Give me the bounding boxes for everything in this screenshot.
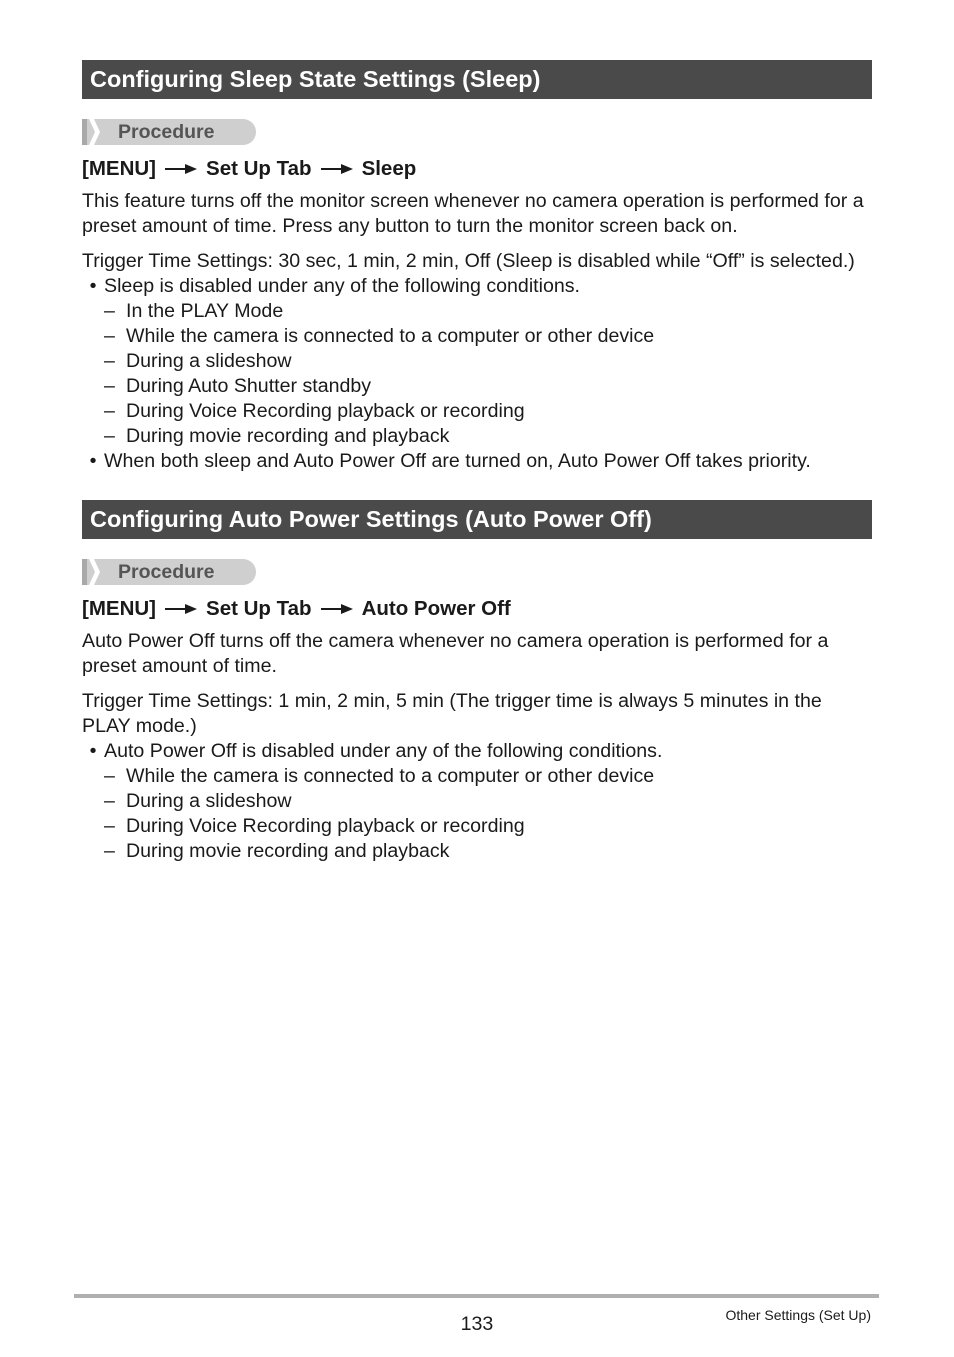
- section-auto-power-off: [82, 500, 872, 864]
- right-arrow-icon: [321, 603, 353, 615]
- section-sleep: [82, 60, 872, 474]
- menu-path-step: [MENU]: [82, 597, 157, 620]
- page-number: 133: [460, 1313, 494, 1335]
- bullet-item: • Sleep is disabled under any of the following conditions.: [89, 275, 580, 297]
- page-content: [82, 60, 872, 864]
- right-arrow-icon: [165, 163, 197, 175]
- sub-item: – During Auto Shutter standby: [104, 375, 372, 397]
- procedure-label: Procedure: [118, 560, 215, 583]
- description: This feature turns off the monitor screen whenever no camera operation is performed for a preset amount of time. Press any button to turn the monitor screen back on.: [82, 190, 864, 237]
- trigger-settings: Trigger Time Settings: 30 sec, 1 min, 2 min, Off (Sleep is disabled while “Off” is selected.): [82, 250, 855, 272]
- menu-path-step: [MENU]: [82, 157, 157, 180]
- chevron-right-icon: [82, 119, 100, 145]
- sub-item: – During a slideshow: [104, 350, 292, 372]
- menu-path: [82, 155, 872, 183]
- menu-path: [82, 595, 872, 623]
- section-title: Configuring Sleep State Settings (Sleep): [82, 60, 872, 99]
- right-arrow-icon: [321, 163, 353, 175]
- description: Auto Power Off turns off the camera whenever no camera operation is performed for a preset amount of time.: [82, 630, 829, 677]
- trigger-settings: Trigger Time Settings: 1 min, 2 min, 5 min (The trigger time is always 5 minutes in the PLAY mode.): [82, 690, 822, 737]
- sub-item: – During Voice Recording playback or recording: [104, 815, 525, 837]
- procedure-tab: [82, 119, 256, 145]
- bullet-item: • Auto Power Off is disabled under any of the following conditions.: [89, 740, 663, 762]
- chevron-right-icon: [82, 559, 100, 585]
- menu-path-step: Auto Power Off: [361, 597, 511, 620]
- procedure-label: Procedure: [118, 120, 215, 143]
- sub-item: – During movie recording and playback: [104, 840, 450, 862]
- footer-section-label: Other Settings (Set Up): [725, 1307, 871, 1323]
- menu-path-step: Sleep: [361, 157, 417, 180]
- sub-item: – During Voice Recording playback or recording: [104, 400, 525, 422]
- sub-item: – While the camera is connected to a computer or other device: [104, 765, 655, 787]
- section-title: Configuring Auto Power Settings (Auto Power Off): [82, 500, 872, 539]
- menu-path-step: Set Up Tab: [206, 597, 312, 620]
- sub-item: – During a slideshow: [104, 790, 292, 812]
- sub-item: – In the PLAY Mode: [104, 300, 284, 322]
- bullet-item: • When both sleep and Auto Power Off are turned on, Auto Power Off takes priority.: [89, 450, 811, 472]
- menu-path-step: Set Up Tab: [206, 157, 312, 180]
- sub-item: – During movie recording and playback: [104, 425, 450, 447]
- right-arrow-icon: [165, 603, 197, 615]
- footer-rule: [74, 1294, 879, 1298]
- procedure-tab: [82, 559, 256, 585]
- sub-item: – While the camera is connected to a computer or other device: [104, 325, 655, 347]
